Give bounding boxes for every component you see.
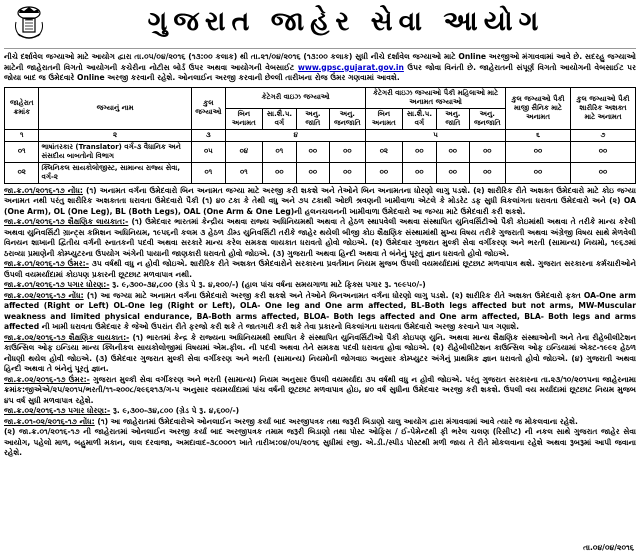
intro-paragraph bbox=[4, 52, 636, 84]
note-text: (૧) ભારતમાં કેન્દ્ર કે રાજ્યના અધિનિયમથી સ્થાપિત કે સંસ્થાપિત યુનિવર્સિટીઓ પૈકી કોઇપણ યુનિ. અથવા માન્ય શૈક્ષણિક સંસ્થાઓની અને તેના રીહેબીલીટેશન કાઉન્સિલ ઓફ ઇન્ડિયા માન્ય ક્લિનીકલ સાયકોલોજીમાં વિષયમાં એમ.ફીલ. ની પદવી અથવા તેને સમકક્ષ પદવી ધરાવતા હોવા જોઇએ. (૨) રીહેબીલીટેશન કાઉન્સિલ ઓફ ઇન્ડિયામાં એક્ટ-૧૯૯૨ હેઠળ નોંધણી થયેલ હોવી જોઇએ. (૩) ઉમેદવાર ગુજરાત મુલ્કી સેવા વર્ગીકરણ અને ભરતી (સામાન્ય) નિયમોની જોગવાઇ અનુસાર કોમ્પ્યુટર અંગેનું પ્રાથમિક જ્ઞાન ધરાવતો હોવો જોઇએ. (૪) ગુજરાતી અથવા હિન્દી અથવા તે બંનેનું પૂરતું જ્ઞાન. bbox=[4, 332, 636, 374]
ex-servicemen-posts: ૦૦ bbox=[506, 141, 571, 162]
women-st-posts: ૦૦ bbox=[469, 141, 506, 162]
note-text: (૧) આ જાહેરાતમાં ઉમેદવારોએ ઓનલાઈન અરજી કર્યા બાદ અરજીપત્રક તથા જરૂરી બિડાણો ચાલુ આયોગ દ્વારા મંગાવવામાં આવે ત્યારે જ મોકલવાના રહેશે. bbox=[97, 416, 578, 426]
note-label: જા.ક્ર.૦૨/૨૦૧૬-૧૭ નોંધ: bbox=[4, 290, 84, 300]
general-posts: ૦૪ bbox=[226, 141, 263, 162]
st-posts: ૦૦ bbox=[329, 162, 366, 183]
intro-text: નીચે દર્શાવેલ જગ્યાઓ માટે આયોગ દ્વારા તા.૦૫/૦૪/૨૦૧૬ (૧૩:૦૦ કલાક) થી તા.૨૧/૦૪/૨૦૧૬ (૧૩:૦૦ કલાક) સુધી નીચે દર્શાવેલ જગ્યાઓ માટે Online અરજીઓ મંગાવવામાં આવે છે. સદરહુ જગ્યાઓ માટેની જાહેરાતની વિગતો આયોગની કચેરીના નોટીસ બોર્ડ ઉપર અથવા આયોગની વેબસાઈટ bbox=[4, 52, 636, 72]
total-posts: ૦૫ bbox=[191, 141, 225, 162]
general-posts: ૦૧ bbox=[226, 162, 263, 183]
subheader-general: બિન અનામત bbox=[226, 108, 263, 129]
note-label: જા.ક્ર.૦૧-૦૨/૨૦૧૬-૧૭ નોંધ: bbox=[4, 416, 95, 426]
column-number-row bbox=[5, 129, 636, 141]
column-number: ૧ bbox=[5, 129, 39, 141]
column-number: ૭ bbox=[570, 129, 635, 141]
ph-posts: ૦૦ bbox=[570, 141, 635, 162]
women-sc-posts: ૦૦ bbox=[437, 141, 469, 162]
st-posts: ૦૦ bbox=[329, 141, 366, 162]
note-text: ગુજરાત મુલ્કી સેવા વર્ગીકરણ અને ભરતી (સામાન્ય) નિયમ અનુસાર ઉપલી વયમર્યાદા ૩૫ વર્ષથી વધુ ન હોવી જોઇએ. પરંતુ ગુજરાત સરકારના તા.૨૩/૧૦/૨૦૧૫ના જાહેરનામા ક્રમાંક:જીએએ/૨૫/૨૦૧૫/ભરતી/૧૧-૨૦૦૮/૨૯૬૨૧૩/ગ-૫ અનુસાર વયમર્યાદામાં પાંચ વર્ષની છૂટછાટ મળવાપાત્ર હોઇ, ૪૦ વર્ષ સુધીના ઉમેદવાર અરજી કરી શકશે. ઉપલી વય મર્યાદામાં છૂટછાટ નિયમ મુજબ ૪૫ વર્ષ સુધી મળવાપાત્ર રહેશે. bbox=[4, 374, 636, 405]
note-text: (૧) અનામત વર્ગના ઉમેદવારો બિન અનામત જગ્યા માટે અરજી કરી શકશે અને તેઓને બિન અનામતના ધોરણો લાગુ પડશે. (૨) શારીરિક રીતે અશક્ત ઉમેદવારો માટે કોઇ જગ્યા અનામત નથી પરંતુ શારીરિક અશક્તતા ધરાવતા ઉમેદવારો પૈકી (૧) ૪૦ ટકા કે તેથી વધુ અને ૭૫ ટકાથી ઓછી શ્રવણની ખામીવાળા એટલે કે મોડરેટ ડફ સુધી વિકલાંગતા ધરાવતા ઉમેદવારો અને (૨) OA (One Arm), OL (One Leg), BL (Both Legs), OAL (One Arm & One Leg)ની હલનચલનની ખામીવાળા ઉમેદવારો આ જગ્યા માટે ઉમેદવારી કરી શકશે. bbox=[4, 185, 636, 216]
header bbox=[4, 2, 636, 49]
sebc-posts: ૦૦ bbox=[262, 162, 296, 183]
advt-number: ૦૧ bbox=[5, 141, 39, 162]
header-physically-handicapped: કુલ જગ્યાઓ પૈકી શારીરિક અશક્ત માટે અનામત bbox=[570, 87, 635, 129]
header-post-name: જગ્યાનું નામ bbox=[39, 87, 191, 129]
intro-text-continued: ઉપર જોવા વિનંતી છે. જાહેરાતની સંપૂર્ણ વિગતો આયોગની વેબસાઈટ પર જોયા બાદ જ ઉમેદવારે Online અરજી કરવાની રહેશે. ઓનલાઈન અરજી કરવાની છેલ્લી તારીખના રોજ ઉંમર ગણવામાં આવશે. bbox=[4, 62, 636, 83]
ex-servicemen-posts: ૦૦ bbox=[506, 162, 571, 183]
note-label: જા.ક્ર.૦૨/૨૦૧૬-૧૭ ઉંમર:- bbox=[4, 374, 90, 384]
note-text: રૂ. ૯,૩૦૦-૩૪,૮૦૦ (ગ્રેડ પે રૂ. ૪,૬૦૦/-) bbox=[112, 406, 240, 416]
advt-number: ૦૨ bbox=[5, 162, 39, 183]
subheader-women-general: બિન અનામત bbox=[366, 108, 403, 129]
note-paragraph bbox=[4, 333, 636, 375]
women-sebc-posts: ૦૦ bbox=[402, 141, 436, 162]
note-paragraph bbox=[4, 375, 636, 407]
page-title: ગુજરાત જાહેર સેવા આયોગ bbox=[147, 6, 545, 37]
total-posts: ૦૧ bbox=[191, 162, 225, 183]
post-name: ક્લિનિકલ સાયકોલોજીસ્ટ, સામાન્ય રાજ્ય સેવા, વર્ગ-૨ bbox=[39, 162, 191, 183]
header-ex-servicemen: કુલ જગ્યાઓ પૈકી માજી સૈનિક માટે અનામત bbox=[506, 87, 571, 129]
subheader-sebc: સા.શૈ.પ. વર્ગ bbox=[262, 108, 296, 129]
note-paragraph bbox=[4, 406, 636, 417]
subheader-women-sebc: સા.શૈ.પ. વર્ગ bbox=[402, 108, 436, 129]
sc-posts: ૦૦ bbox=[297, 162, 329, 183]
column-number: ૨ bbox=[39, 129, 191, 141]
subheader-women-sc: અનુ. જાતિ bbox=[437, 108, 469, 129]
note-label: જા.ક્ર.૦૧/૨૦૧૬-૧૭ શૈક્ષણિક લાયકાત:- bbox=[4, 217, 129, 227]
note-paragraph bbox=[4, 280, 636, 291]
note-text: (૧) આ જગ્યા માટે અનામત વર્ગના ઉમેદવારો અરજી કરી શકશે અને તેઓને બિનઅનામત વર્ગના ધોરણો લાગુ પડશે. (૨) શારીરિક રીતે અશક્ત ઉમેદવારો ફક્ત OA-One arm affected (Right or Left) OL-One leg (Right or Left), OLA- One leg and One arm affected, BL-Both legs affected but not arms, MW-Muscular weakness and limited physical endurance, BA-Both arms affected, BLOA- Both legs affected and One arm affected, BLA- Both legs and arms affected ની ખામી ધરાવતા ઉમેદવાર કે જેઓ ઉપરાંત રીતે ફરજો કરી શકે તે જાતગારી કરી શકે તેવા પ્રકારનો વિકલાંગતા ધરાવતા ઉમેદવારો અરજી કરવાને પાત્ર ગણાશે. bbox=[4, 290, 636, 332]
women-general-posts: ૦૦ bbox=[366, 162, 403, 183]
subheader-sc: અનુ. જાતિ bbox=[297, 108, 329, 129]
note-label: જા.ક્ર.૦૧/૨૦૧૬-૧૭ ઉંમર:- bbox=[4, 259, 89, 269]
column-number: ૬ bbox=[506, 129, 571, 141]
women-st-posts: ૦૦ bbox=[469, 162, 506, 183]
subheader-st: અનુ. જનજાતિ bbox=[329, 108, 366, 129]
column-number: ૩ bbox=[191, 129, 225, 141]
note-text: રૂ. ૯,૩૦૦-૩૪,૮૦૦ (ગ્રેડ પે રૂ. ૪,૨૦૦/-) (હાલ પાંચ વર્ષના સમયગાળા માટે ફિક્સ પગાર રૂ. ૧૯૯૫૦/-) bbox=[112, 280, 426, 290]
header-women-posts: કેટેગરી વાઇઝ જગ્યાઓ પૈકી મહિલાઓ માટે અનામત જગ્યાઓ bbox=[366, 87, 506, 108]
ph-posts: ૦૦ bbox=[570, 162, 635, 183]
header-advt-number: જાહેરાત ક્રમાંક bbox=[5, 87, 39, 129]
table-header-row bbox=[5, 87, 636, 108]
sc-posts: ૦૦ bbox=[297, 141, 329, 162]
women-general-posts: ૦૨ bbox=[366, 141, 403, 162]
note-label: જા.ક્ર.૦૧/૨૦૧૬-૧૭ નોંધ: bbox=[4, 185, 83, 195]
header-category-posts: કેટેગરી વાઇઝ જગ્યાઓ bbox=[226, 87, 366, 108]
column-number: ૪ bbox=[226, 129, 366, 141]
table-row bbox=[5, 162, 636, 183]
note-label: જા.ક્ર.૦૨/૨૦૧૬-૧૭ પગાર ધોરણ:- bbox=[4, 406, 111, 416]
note-paragraph bbox=[4, 427, 636, 459]
note-paragraph bbox=[4, 217, 636, 259]
notes-section bbox=[4, 186, 636, 459]
women-sc-posts: ૦૦ bbox=[437, 162, 469, 183]
sebc-posts: ૦૧ bbox=[262, 141, 296, 162]
vacancy-table bbox=[4, 87, 636, 184]
gpsc-emblem-icon bbox=[10, 4, 48, 44]
header-total-posts: કુલ જગ્યાઓ bbox=[191, 87, 225, 129]
column-number: ૫ bbox=[366, 129, 506, 141]
note-text: ૩૫ વર્ષથી વધુ ન હોવી જોઇએ. શારીરિક રીતે અશક્ત ઉમેદવારોને સરકારના પ્રવર્તમાન નિયમ મુજબ ઉપલી વયમર્યાદામાં છૂટછાટ મળવાપાત્ર થશે. ગુજરાત સરકારના કર્મચારીઓને ઉપલી વયમર્યાદામાં કોઇપણ પ્રકારની છૂટછાટ મળવાપાત્ર નથી. bbox=[4, 259, 636, 279]
note-paragraph bbox=[4, 186, 636, 218]
website-link[interactable]: www.gpsc.gujarat.gov.in bbox=[297, 62, 404, 72]
subheader-women-st: અનુ. જનજાતિ bbox=[469, 108, 506, 129]
note-text: (૨) જા.ક્ર.૦૧/૨૦૧૬-૧૭ ની જાહેરાતમાં ઓનલાઈન અરજી કર્યા બાદ અરજીપત્રક તમામ જરૂરી બિડાણો તથા પોસ્ટ ઓફિસ / ઈ-પેમેન્ટથી ફી ભરેલ ચલણ (રિસીપ્ટ) ની નકલ સાથે ગુજરાત જાહેર સેવા આયોગ, પહેલો માળ, બહુમાળી મકાન, લાલ દરવાજા, અમદાવાદ-૩૮૦૦૦૧ ખાતે તારીખ:૦૪/૦૫/૨૦૧૬ સુધીમાં રજી. એ.ડી./સ્પીડ પોસ્ટથી મળી જાય તે રીતે મોકલવાના રહેશે અથવા રૂબરૂમાં આપી જવાના રહેશે. bbox=[4, 427, 636, 458]
note-label: જા.ક્ર.૦૨/૨૦૧૬-૧૭ શૈક્ષણિક લાયકાત:- bbox=[4, 332, 130, 342]
table-row bbox=[5, 141, 636, 162]
post-name: ભાષાંતરકાર (Translator) વર્ગ-૩ વૈધાનિક અને સંસદીય બાબતોનો વિભાગ bbox=[39, 141, 191, 162]
note-paragraph bbox=[4, 259, 636, 280]
note-label: જા.ક્ર.૦૧/૨૦૧૬-૧૭ પગાર ધોરણ:- bbox=[4, 280, 110, 290]
women-sebc-posts: ૦૦ bbox=[402, 162, 436, 183]
publication-date: તા.૦૪/૦૪/૨૦૧૬ bbox=[583, 543, 634, 552]
note-text: (૧) ઉમેદવાર ભારતમાં કેન્દ્રીય અથવા રાજ્ય અધિનિયમથી અથવા તે હેઠળ સ્થાપવેલી અથવા સંસ્થાપિત યુનિવર્સિટીઓ પૈકી કોઇમાંથી અથવા તે તરીકે માન્ય કરેલી અથવા યુનિવર્સિટી ગ્રાન્ટ્સ કમિશન અધિનિયમ, ૧૯૫૬ની કલમ ૩ હેઠળ ડીમ્ડ યુનિવર્સિટી તરીકે જાહેર થયેલી બીજી કોઇ શૈક્ષણિક સંસ્થામાંથી મુખ્ય વિષય તરીકે ગુજરાતી અથવા અંગ્રેજી વિષય સાથે મેળવેલી વિનયન શાખાની દ્વિતીય વર્ગની સ્નાતકની પદવી અથવા સરકારે માન્ય કરેલ સમકક્ષ લાયકાત ધરાવતો હોવો જોઇએ. (૨) ઉમેદવાર ગુજરાત મુલ્કી સેવા વર્ગીકરણ અને ભરતી (સામાન્ય) નિયમો, ૧૯૬૭માં ઠરાવ્યા પ્રમાણેની કોમ્પ્યુટરના ઉપયોગ અંગેની પાયાની જાણકારી ધરાવતો હોવો જોઇએ. (૩) ગુજરાતી અથવા હિન્દી અથવા તે બંનેનું પૂરતું જ્ઞાન ધરાવતો હોવો જોઇએ. bbox=[4, 217, 636, 258]
note-paragraph bbox=[4, 291, 636, 333]
note-paragraph bbox=[4, 417, 636, 428]
